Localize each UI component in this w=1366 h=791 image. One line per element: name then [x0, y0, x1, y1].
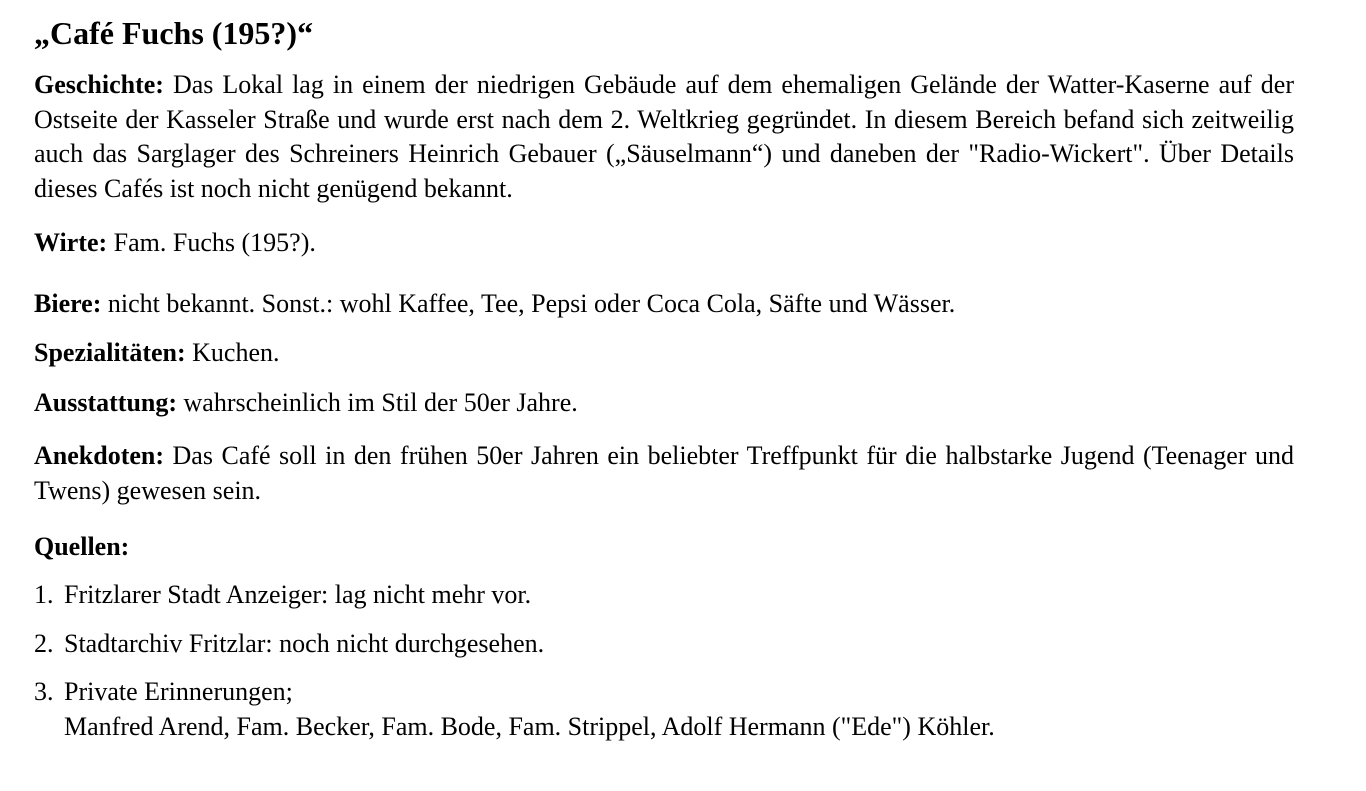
section-geschichte: [34, 68, 1294, 206]
section-label-biere: Biere:: [34, 289, 102, 318]
page-title: „Café Fuchs (195?)“: [34, 15, 314, 51]
section-anekdoten: [34, 439, 1294, 508]
section-label-quellen: Quellen:: [34, 532, 130, 561]
section-text-anekdoten: Das Café soll in den frühen 50er Jahren ein beliebter Treffpunkt für die halbstarke Jugend (Teenager und Twens) gewesen sein.: [34, 441, 1295, 505]
source-item: [34, 675, 1294, 744]
section-label-ausstattung: Ausstattung:: [34, 388, 178, 417]
source-item: [34, 578, 1294, 613]
source-text: Fritzlarer Stadt Anzeiger: lag nicht mehr vor.: [64, 580, 532, 609]
section-quellen: [34, 530, 1294, 565]
section-text-geschichte: Das Lokal lag in einem der niedrigen Gebäude auf dem ehemaligen Gelände der Watter-Kaserne auf der Ostseite der Kasseler Straße und wurde erst nach dem 2. Weltkrieg gegründet. In diesem Bereich befand sich zeitweilig auch das Sarglager des Schreiners Heinrich Gebauer („Säuselmann“) und daneben der "Radio-Wickert". Über Details dieses Cafés ist noch nicht genügend bekannt.: [34, 70, 1294, 203]
source-number: 1.: [34, 580, 54, 609]
section-spezialitaeten: [34, 336, 1294, 371]
sources-list: [34, 578, 1294, 758]
section-label-geschichte: Geschichte:: [34, 70, 164, 99]
section-ausstattung: [34, 386, 1294, 421]
source-number: 2.: [34, 628, 54, 658]
source-text: Stadtarchiv Fritzlar: noch nicht durchgesehen.: [64, 628, 545, 658]
source-text: Private Erinnerungen;: [64, 677, 293, 706]
section-biere: [34, 287, 1294, 322]
section-text-biere: nicht bekannt. Sonst.: wohl Kaffee, Tee, Pepsi oder Coca Cola, Säfte und Wässer.: [107, 289, 956, 318]
section-label-anekdoten: Anekdoten:: [34, 441, 165, 470]
section-wirte: [34, 226, 1294, 261]
section-text-wirte: Fam. Fuchs (195?).: [113, 228, 316, 257]
source-number: 3.: [34, 677, 54, 706]
source-item: [34, 627, 1294, 662]
section-label-wirte: Wirte:: [34, 228, 108, 257]
section-text-spezialitaeten: Kuchen.: [192, 338, 280, 367]
source-text-continued: Manfred Arend, Fam. Becker, Fam. Bode, Fam. Strippel, Adolf Hermann ("Ede") Köhler.: [64, 711, 995, 741]
section-text-ausstattung: wahrscheinlich im Stil der 50er Jahre.: [183, 388, 578, 417]
section-label-spezialitaeten: Spezialitäten:: [34, 338, 186, 367]
